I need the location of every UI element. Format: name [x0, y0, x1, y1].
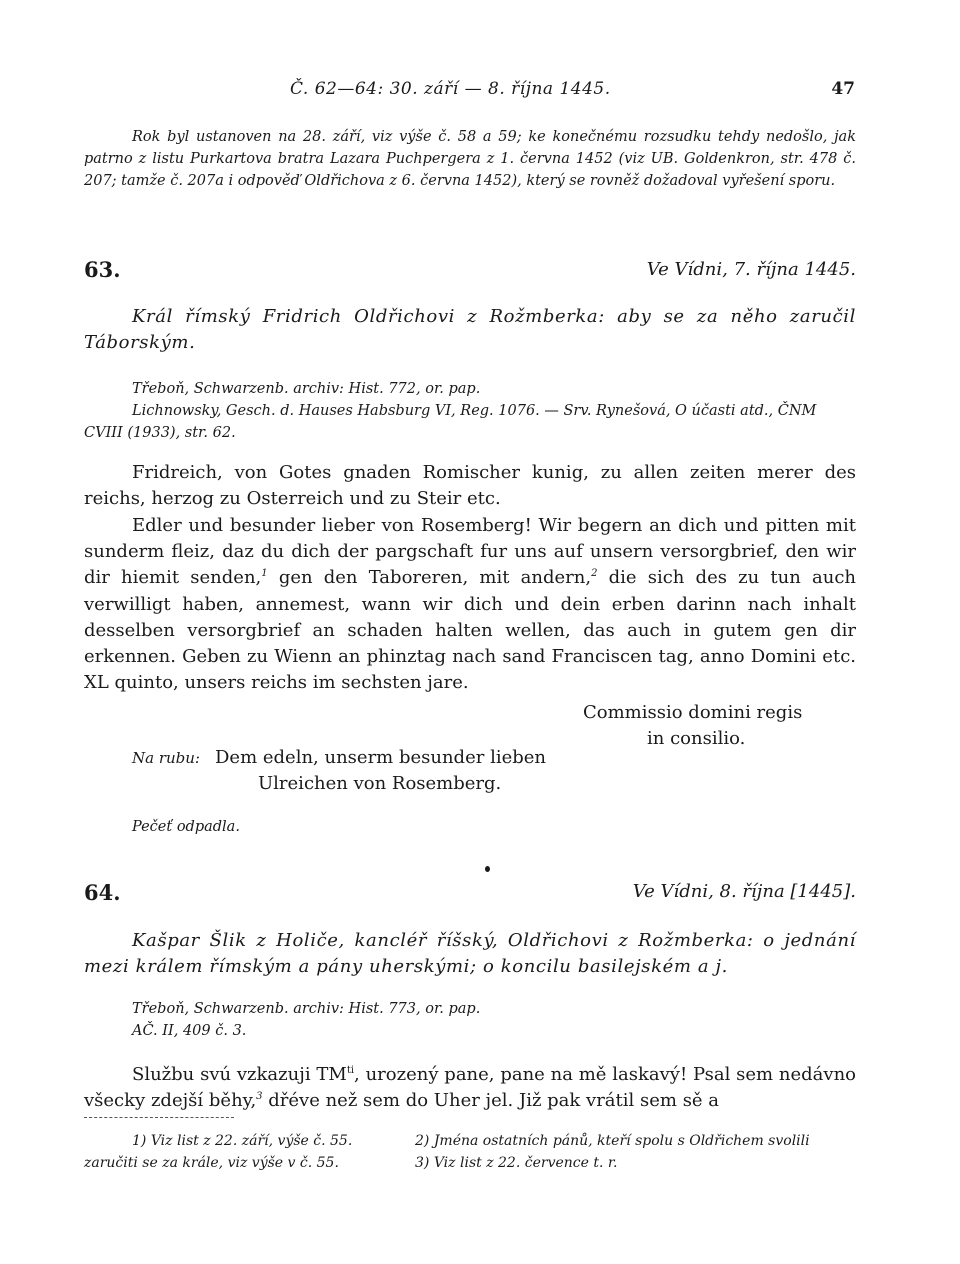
- footnote-ref-3: 3: [256, 1091, 263, 1103]
- footnote-2: 2) Jména ostatních pánů, kteří spolu s Oldřichem svolili: [415, 1133, 810, 1149]
- verso-line-2: Ulreichen von Rosemberg.: [258, 773, 502, 794]
- doc64-number: 64.: [84, 880, 121, 905]
- doc63-regest: Král římský Fridrich Oldřichovi z Rožmberka: aby se za něho zaručil Táborským.: [84, 306, 856, 353]
- doc64-source-1: Třeboň, Schwarzenb. archiv: Hist. 773, or. pap.: [132, 1001, 481, 1017]
- doc64-source-2: AČ. II, 409 č. 3.: [132, 1023, 247, 1039]
- page-number: 47: [831, 79, 855, 99]
- footnote-rule: [84, 1117, 234, 1118]
- doc64-regest: Kašpar Šlik z Holiče, kancléř říšský, Oldřichovi z Rožmberka: o jednání mezi králem římským a pány uherskými; o koncilu basilejském a j.: [84, 930, 856, 977]
- doc64-text-a: Službu svú vzkazuji TM: [132, 1064, 347, 1085]
- doc63-text-a: Edler und besunder lieber von Rosemberg! Wir begern an dich und pitten mit sunderm fleiz, daz du dich der pargschaft fur uns auf unsern versorgbrief, den wir dir hiemit senden,: [84, 515, 856, 589]
- doc64-text-c: dřéve než sem do Uher jel. Již pak vrátil sem sě a: [262, 1090, 720, 1112]
- footnote-ref-2: 2: [591, 568, 598, 580]
- doc63-place-date: Ve Vídni, 7. října 1445.: [646, 259, 856, 280]
- doc63-text-c: die sich des zu tun auch verwilligt haben, annemest, wann wir dich und dein erben darinn nach inhalt desselben versorgbrief an schaden halten wellen, das auch in gutem gen dir erkennen. Geben zu Wienn an phinztag nach sand Franciscen tag, anno Domini etc. XL quinto, unsers reichs im sechsten jare.: [84, 567, 856, 694]
- doc63-source-1: Třeboň, Schwarzenb. archiv: Hist. 772, or. pap.: [132, 381, 481, 397]
- seal-note: Pečeť odpadla.: [132, 819, 240, 835]
- commissio-line-1: Commissio domini regis: [583, 702, 803, 723]
- doc63-letter-text: [84, 513, 856, 696]
- footnote-3: 3) Viz list z 22. července t. r.: [415, 1155, 618, 1171]
- doc63-salutation: Fridreich, von Gotes gnaden Romischer kunig, zu allen zeiten merer des reichs, herzog zu Osterreich und zu Steir etc.: [84, 462, 856, 510]
- doc64-text-b: , urozený pane, pane na mě laskavý! Psal sem nedávno všecky zdejší běhy,: [84, 1064, 856, 1112]
- doc64-place-date: Ve Vídni, 8. října [1445].: [632, 881, 856, 902]
- doc64-letter-text: [84, 1062, 856, 1114]
- doc63-text-b: gen den Taboreren, mit andern,: [267, 567, 592, 589]
- ink-speck: [485, 866, 490, 872]
- intro-note: Rok byl ustanoven na 28. září, viz výše č. 58 a 59; ke konečnému rozsudku tehdy nedošlo, jak patrno z listu Purkartova bratra Lazara Puchpergera z 1. června 1452 (viz UB. Goldenkron, str. 478 č. 207; tamže č. 207a i odpověď Oldřichova z 6. června 1452), který se rovněž dožadoval vyřešení sporu.: [84, 129, 856, 189]
- doc63-source-2: Lichnowsky, Gesch. d. Hauses Habsburg VI, Reg. 1076. — Srv. Rynešová, O účasti atd., ČNM CVIII (1933), str. 62.: [84, 403, 817, 441]
- footnote-ref-1: 1: [261, 568, 268, 580]
- running-title: Č. 62—64: 30. září — 8. října 1445.: [290, 79, 611, 99]
- verso-line-1: Dem edeln, unserm besunder lieben: [215, 747, 546, 768]
- doc63-number: 63.: [84, 257, 121, 282]
- commissio-line-2: in consilio.: [647, 728, 746, 749]
- verso-label: Na rubu:: [132, 749, 200, 767]
- doc64-text-sup: ti: [346, 1065, 355, 1076]
- footnote-col-1: 1) Viz list z 22. září, výše č. 55. zaručiti se za krále, viz výše v č. 55.: [84, 1133, 353, 1171]
